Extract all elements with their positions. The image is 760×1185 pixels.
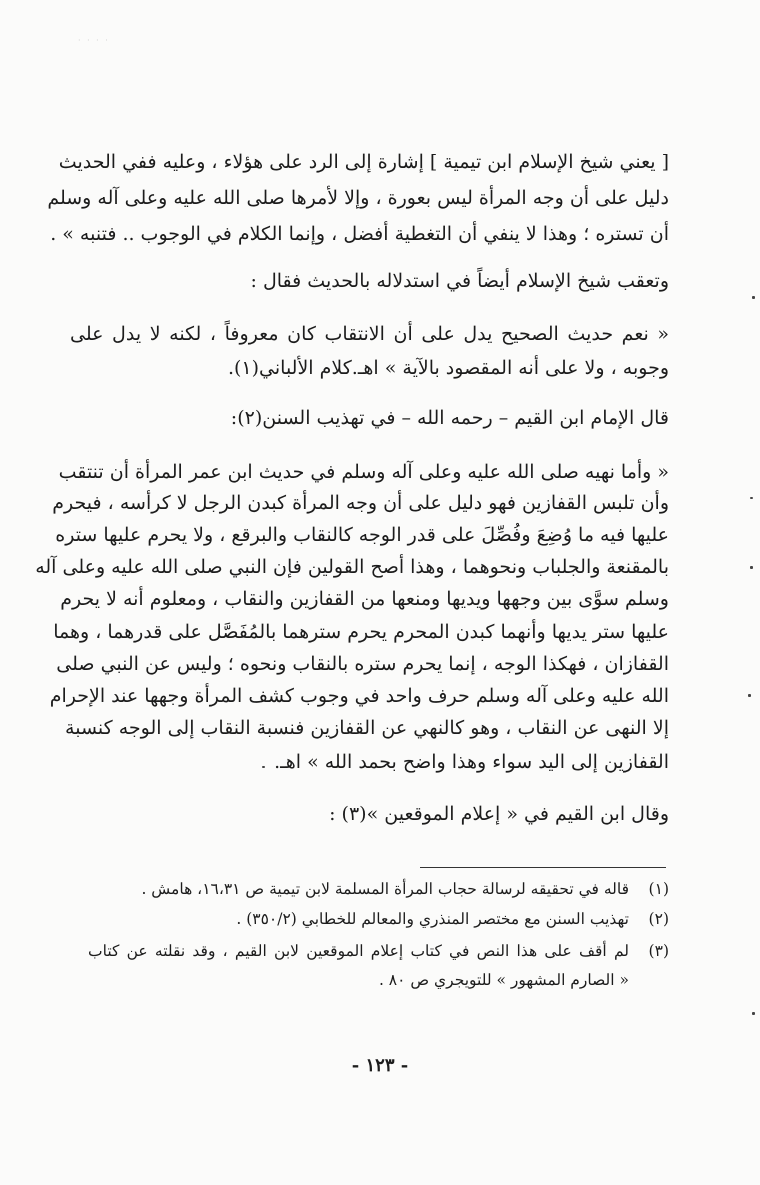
body-line: الله عليه وعلى آله وسلم حرف واحد في وجوب كشف المرأة وجهها عند الإحرام [49,685,669,707]
body-line: وسلم سوَّى بين وجهها ويديها ومنعها من القفازين والنقاب ، ومعلوم أنه لا يحرم [60,588,669,610]
scan-artifact: · · · · [78,36,110,45]
footnote-text: قاله في تحقيقه لرسالة حجاب المرأة المسلمة لابن تيمية ص ١٦،٣١، هامش . [141,880,629,898]
footnote-text: لم أقف على هذا النص في كتاب إعلام الموقعين لابن القيم ، وقد نقلته عن كتاب [88,942,629,960]
body-line: بالمقنعة والجلباب ونحوهما ، وهذا أصح القولين فإن النبي صلى الله عليه وعلى آله [35,556,669,578]
body-line: « نعم حديث الصحيح يدل على أن الانتقاب كان معروفاً ، لكنه لا يدل على [70,323,669,345]
scan-speck [750,497,753,499]
body-line: وأن تلبس القفازين فهو دليل على أن وجه المرأة كبدن الرجل لا كرأسه ، فيحرم [52,492,669,514]
body-line: « وأما نهيه صلى الله عليه وعلى آله وسلم في حديث ابن عمر المرأة أن تنتقب [58,461,669,483]
footnote-text: تهذيب السنن مع مختصر المنذري والمعالم للخطابي (٣٥٠/٢) . [236,910,629,928]
body-line: أن تستره ؛ وهذا لا ينفي أن التغطية أفضل ، وإنما الكلام في الوجوب .. فتنبه » . [50,223,669,245]
page-number: - ١٢٣ - [351,1055,409,1076]
scan-speck [752,296,755,299]
body-line: عليها فيه ما وُضِعَ وفُصِّلَ على قدر الوجه كالنقاب والبرقع ، ولا يحرم عليها ستره [55,524,669,546]
footnote-text: « الصارم المشهور » للتويجري ص ٨٠ . [378,971,629,989]
body-line: [ يعني شيخ الإسلام ابن تيمية ] إشارة إلى الرد على هؤلاء ، وعليه ففي الحديث [58,151,669,173]
scan-speck [750,566,753,569]
body-line: وتعقب شيخ الإسلام أيضاً في استدلاله بالحديث فقال : [250,270,669,292]
footnote-number: (٢) [648,910,669,928]
footnote-number: (١) [648,880,669,898]
footnote-divider [420,867,666,868]
scan-speck [262,766,265,768]
body-line: قال الإمام ابن القيم – رحمه الله – في تهذيب السنن(٢): [230,407,669,429]
body-line: القفازان ، فهكذا الوجه ، إنما يحرم ستره بالنقاب ونحوه ؛ وليس عن النبي صلى [56,653,669,675]
body-line: وقال ابن القيم في « إعلام الموقعين »(٣) : [329,803,669,825]
body-line: القفازين إلى اليد سواء وهذا واضح بحمد الله » اهـ. [274,751,669,773]
body-line: إلا النهى عن النقاب ، وهو كالنهي عن القفازين فنسبة النقاب إلى الوجه كنسبة [65,717,669,739]
footnote-number: (٣) [648,942,669,960]
body-line: وجوبه ، ولا على أنه المقصود بالآية » اهـ.كلام الألباني(١). [227,357,669,379]
scan-speck [748,694,751,697]
body-line: عليها ستر يديها وأنهما كبدن المحرم يحرم سترهما بالمُفَصَّل على قدرهما ، وهما [53,621,669,643]
body-line: دليل على أن وجه المرأة ليس بعورة ، وإلا لأمرها صلى الله عليه وعلى آله وسلم [47,187,669,209]
scan-speck [752,1012,755,1015]
